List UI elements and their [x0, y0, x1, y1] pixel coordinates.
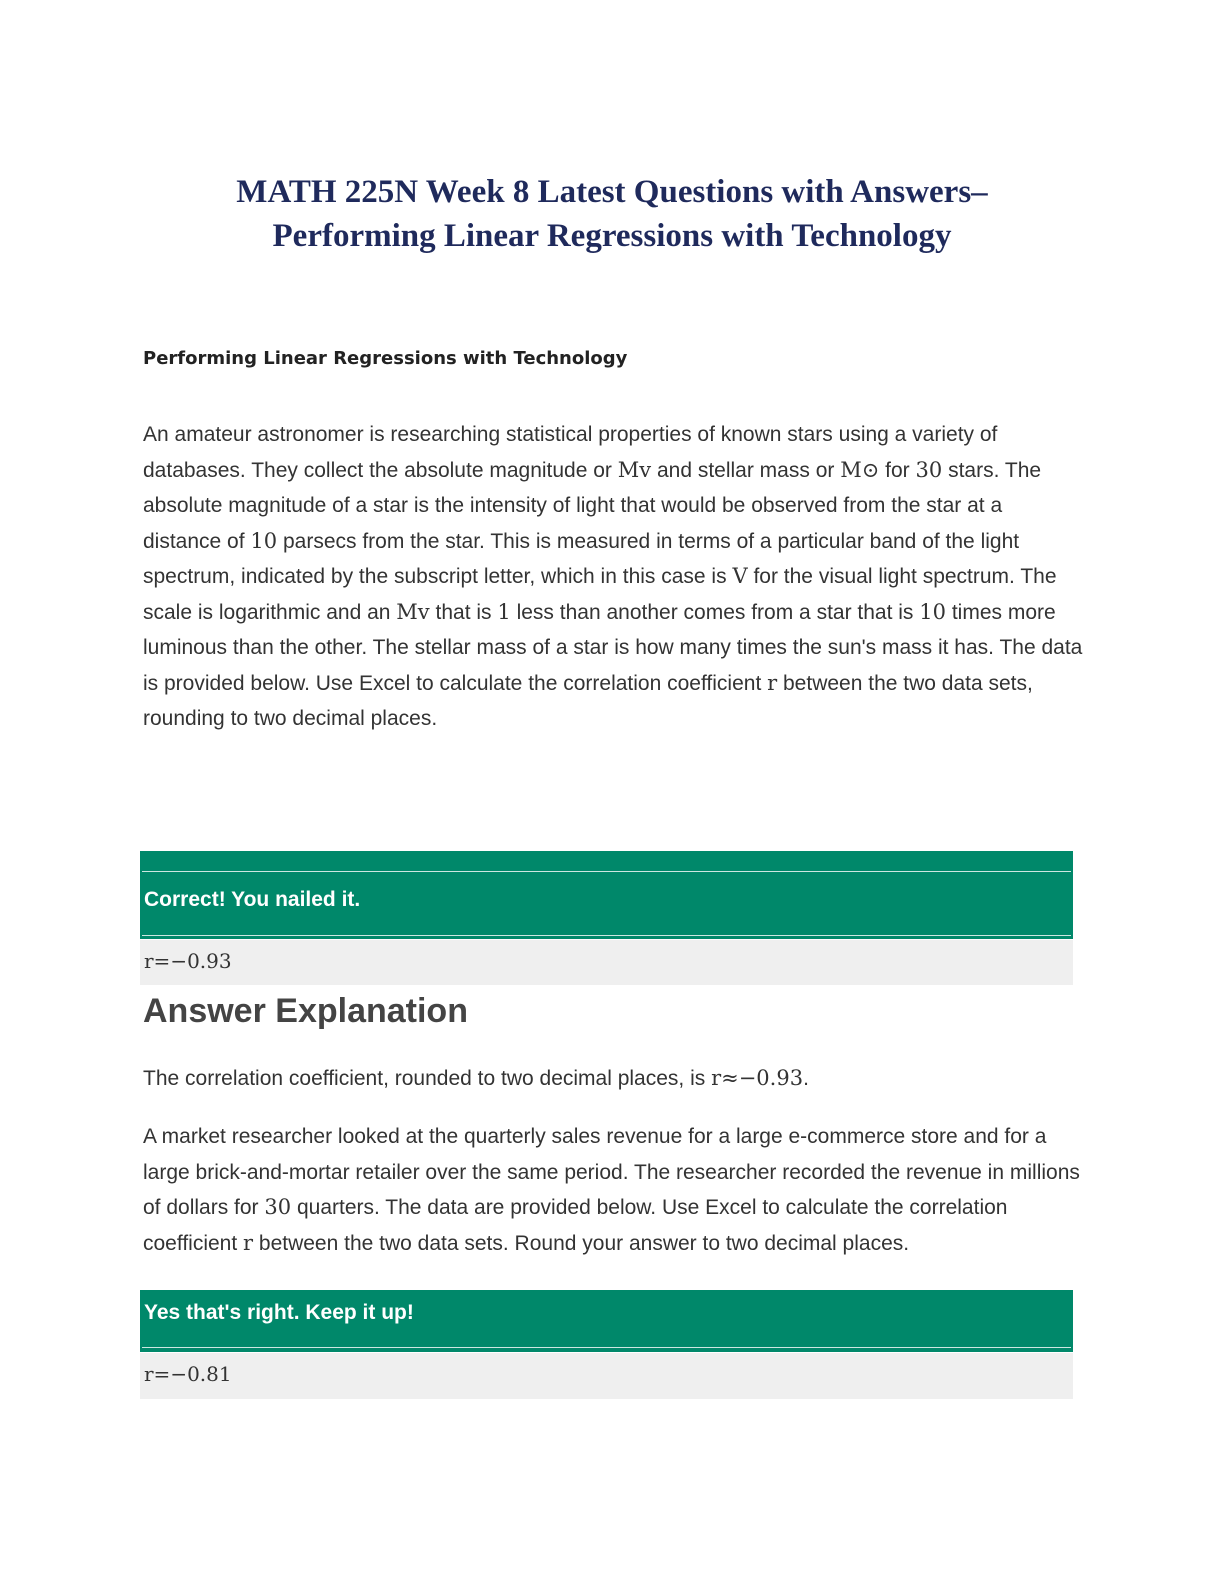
explanation-text: The correlation coefficient, rounded to two decimal places, is r≈−0.93.	[143, 1066, 809, 1090]
math-10-2: 10	[919, 599, 946, 624]
math-r: r	[767, 670, 778, 695]
feedback-message-2: Yes that's right. Keep it up!	[144, 1301, 414, 1324]
feedback-bar-rule-bottom-2	[142, 1347, 1071, 1348]
feedback-bar-correct	[140, 851, 1073, 939]
math-mv-2: Mv	[396, 599, 430, 624]
page-title	[100, 170, 1124, 258]
math-10: 10	[250, 528, 278, 553]
math-r-2: r	[243, 1230, 254, 1255]
feedback-message: Correct! You nailed it.	[144, 888, 361, 911]
page-title-line-2: Performing Linear Regressions with Technology	[272, 218, 952, 254]
section-heading: Performing Linear Regressions with Technology	[143, 348, 628, 369]
math-mv: Mv	[617, 457, 652, 482]
feedback-bar-right	[140, 1290, 1073, 1352]
answer-explanation-heading: Answer Explanation	[143, 992, 468, 1030]
page-title-line-1: MATH 225N Week 8 Latest Questions with Answers–	[236, 174, 988, 210]
answer-box: r=−0.93	[140, 940, 1073, 985]
math-30-quarters: 30	[264, 1195, 292, 1219]
math-v: V	[732, 564, 748, 588]
question-1-text: An amateur astronomer is researching statistical properties of known stars using a variety of databases. They collect the absolute magnitude or Mv and stellar mass or M⊙ for 30 stars. The absolute magnitude of a star is the intensity of light that would be observed from the star at a distance of 10 parsecs from the star. This is measured in terms of a particular band of the light spectrum, indicated by the subscript letter, which in this case is V for the visual light spectrum. The scale is logarithmic and an Mv that is 1 less than another comes from a star that is 10 times more luminous than the other. The stellar mass of a star is how many times the sun's mass it has. The data is provided below. Use Excel to calculate the correlation coefficient r between the two data sets, rounding to two decimal places.	[143, 423, 1083, 730]
answer-box-2: r=−0.81	[140, 1353, 1073, 1399]
feedback-bar-rule-top	[142, 871, 1071, 872]
math-30: 30	[915, 457, 943, 482]
math-r-approx: r≈−0.93	[711, 1066, 804, 1090]
question-2-text: A market researcher looked at the quarterly sales revenue for a large e-commerce store and for a large brick-and-mortar retailer over the same period. The researcher recorded the revenue in millions of dollars for 30 quarters. The data are provided below. Use Excel to calculate the correlation coefficient r between the two data sets. Round your answer to two decimal places.	[143, 1125, 1080, 1255]
math-msun: M⊙	[840, 457, 880, 482]
math-1: 1	[497, 599, 511, 624]
feedback-bar-rule-bottom	[142, 935, 1071, 936]
